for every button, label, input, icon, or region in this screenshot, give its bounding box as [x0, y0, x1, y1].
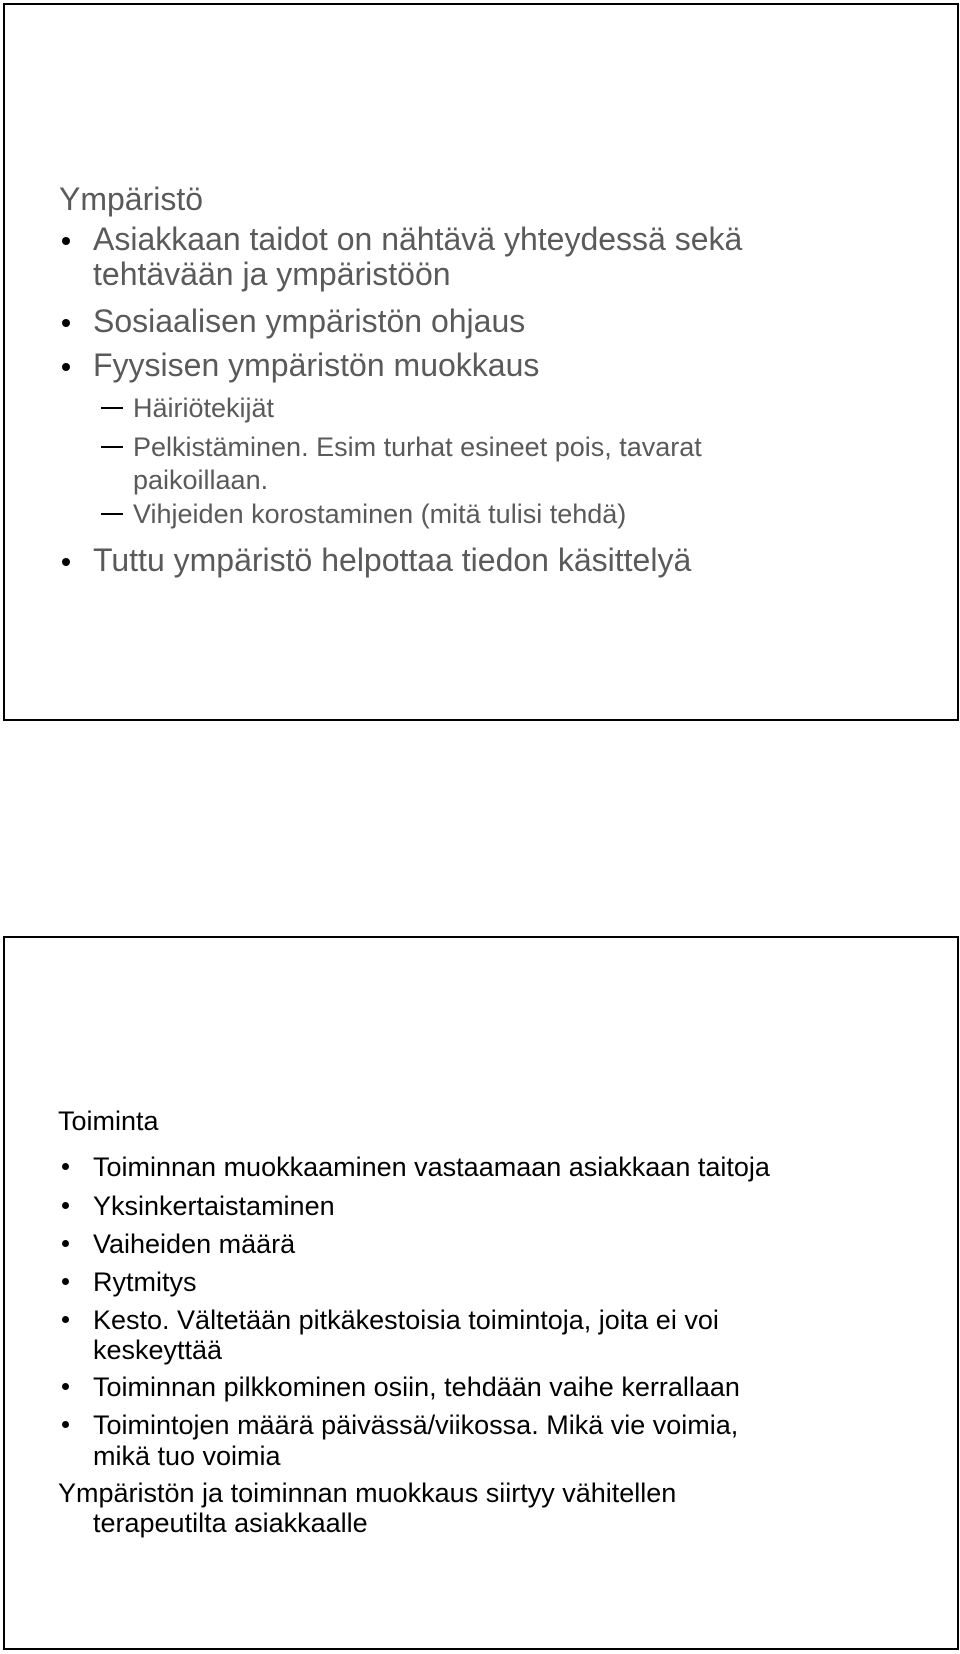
closing-text-line: terapeutilta asiakkaalle — [93, 1508, 368, 1538]
closing-text-line: Ympäristön ja toiminnan muokkaus siirtyy vähitellen — [58, 1478, 677, 1508]
sub-item-line: Häiriötekijät — [133, 393, 275, 423]
bullet-icon — [62, 558, 70, 566]
dash-icon — [101, 446, 123, 448]
bullet-icon — [62, 319, 70, 327]
bullet-icon — [62, 1163, 69, 1170]
bullet-icon — [62, 1383, 69, 1390]
bullet-icon — [62, 237, 70, 245]
dash-icon — [101, 407, 123, 409]
bullet-icon — [62, 1240, 69, 1247]
list-item-line: Asiakkaan taidot on nähtävä yhteydessä sekä — [93, 221, 743, 257]
bullet-icon — [62, 1202, 69, 1209]
list-item-line: Toiminnan muokkaaminen vastaamaan asiakkaan taitoja — [93, 1152, 770, 1182]
list-item-line: keskeyttää — [93, 1335, 223, 1365]
list-item-line: Sosiaalisen ympäristön ohjaus — [93, 303, 526, 339]
dash-icon — [101, 513, 123, 515]
bullet-icon — [62, 363, 70, 371]
list-item-line: Vaiheiden määrä — [93, 1229, 296, 1259]
bullet-icon — [62, 1278, 69, 1285]
list-item-line: Kesto. Vältetään pitkäkestoisia toimintoja, joita ei voi — [93, 1305, 719, 1335]
slide-toiminta — [3, 936, 959, 1650]
bullet-icon — [62, 1316, 69, 1323]
sub-item-line: Pelkistäminen. Esim turhat esineet pois, tavarat — [133, 432, 702, 462]
slide-title: Toiminta — [58, 1106, 159, 1136]
list-item-line: Toimintojen määrä päivässä/viikossa. Mikä vie voimia, — [93, 1410, 739, 1440]
sub-item-line: Vihjeiden korostaminen (mitä tulisi tehdä) — [133, 499, 627, 529]
list-item-line: mikä tuo voimia — [93, 1441, 281, 1471]
list-item-line: Rytmitys — [93, 1267, 197, 1297]
slide-ymparisto — [3, 3, 959, 721]
list-item-line: Fyysisen ympäristön muokkaus — [93, 347, 540, 383]
bullet-icon — [62, 1421, 69, 1428]
slide-title: Ympäristö — [59, 181, 204, 217]
list-item-line: Toiminnan pilkkominen osiin, tehdään vaihe kerrallaan — [93, 1372, 740, 1402]
list-item-line: tehtävään ja ympäristöön — [93, 256, 451, 292]
list-item-line: Tuttu ympäristö helpottaa tiedon käsittelyä — [93, 542, 692, 578]
sub-item-line: paikoillaan. — [133, 465, 269, 495]
list-item-line: Yksinkertaistaminen — [93, 1191, 335, 1221]
